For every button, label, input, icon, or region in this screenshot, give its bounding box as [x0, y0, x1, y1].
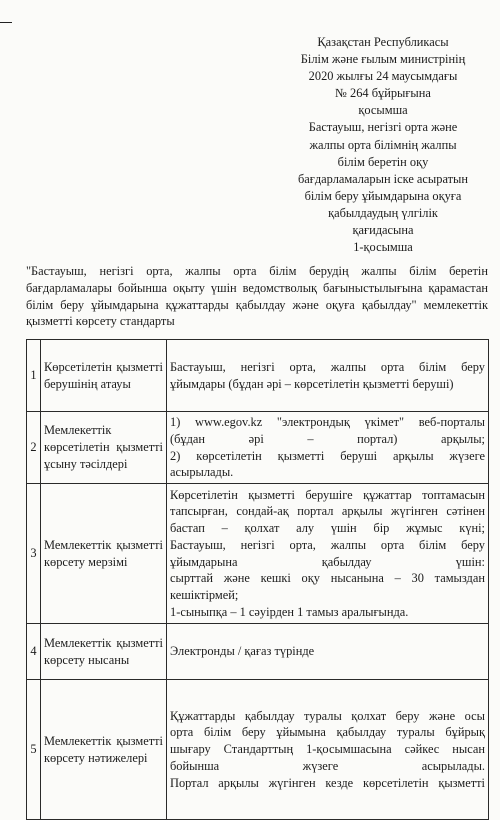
- value-line: Бастауыш, негізгі орта, жалпы орта білім беру: [170, 359, 485, 374]
- table-row: [27, 340, 489, 412]
- header-line: Қазақстан Республикасы: [317, 35, 449, 49]
- header-line: 1-қосымша: [353, 240, 413, 255]
- value-line: ұйымдарына қабылдау үшін:: [170, 554, 485, 569]
- value-line: кешіктірмей;: [170, 588, 239, 603]
- value-line: Құжаттарды қабылдау туралы қолхат беру және осы: [170, 708, 485, 723]
- row-number: 2: [27, 412, 41, 484]
- value-line: Портал арқылы жүгінген кезде көрсетілетін қызметті: [170, 775, 485, 790]
- value-line: бастап – қолхат алу үшін бір жұмыс күні;: [170, 521, 485, 536]
- row-label: Мемлекеттік көрсетілетін қызметті ұсыну тәсілдері: [41, 412, 167, 484]
- value-line: 1-сыныпқа – 1 сәуірден 1 тамыз аралығында.: [170, 605, 409, 620]
- standard-table: [26, 339, 489, 820]
- header-line: білім беру ұйымдарына оқуға: [304, 188, 462, 203]
- table-row: [27, 680, 489, 820]
- header-line: 2020 жылғы 24 маусымдағы: [308, 69, 458, 84]
- row-label: Мемлекеттік қызметті көрсету мерзімі: [41, 484, 167, 624]
- header-line: қағидасына: [352, 223, 414, 238]
- row-value: [167, 484, 489, 624]
- value-line: Электронды / қағаз түрінде: [170, 644, 315, 659]
- row-number: 4: [27, 624, 41, 680]
- header-line: № 264 бұйрығына: [335, 86, 431, 101]
- value-line: 2) көрсетілетін қызметті беруші арқылы жүзеге: [170, 448, 485, 463]
- value-line: 1) www.egov.kz "электрондық үкімет" веб-порталы: [170, 415, 485, 429]
- value-line: (бұдан әрі – портал) арқылы;: [170, 431, 485, 446]
- row-number: 5: [27, 680, 41, 820]
- row-number: 1: [27, 340, 41, 412]
- row-value: [167, 624, 489, 680]
- value-line: ұйымдары (бұдан әрі – көрсетілетін қызметті беруші): [170, 376, 454, 391]
- row-label: Мемлекеттік қызметті көрсету нәтижелері: [41, 680, 167, 820]
- row-value: [167, 680, 489, 820]
- table-row: [27, 624, 489, 680]
- value-line: Бастауыш, негізгі орта, жалпы орта білім беру: [170, 537, 485, 552]
- standard-title: "Бастауыш, негізгі орта, жалпы орта білім берудің жалпы білім беретін бағдарламалары бойынша оқыту үшін ведомстволық бағыныстылығына қарамастан білім беру ұйымдарына құжаттарды қабылдау және оқуға қабылдау" мемлекеттік қызметті көрсету стандарты: [26, 264, 488, 329]
- table-row: [27, 484, 489, 624]
- value-line: шығару Стандарттың 1-қосымшасына сәйкес нысан: [170, 742, 485, 757]
- header-line: жалпы орта білімнің жалпы: [309, 137, 457, 152]
- table-row: [27, 412, 489, 484]
- corner-mark: [0, 22, 12, 23]
- row-value: [167, 412, 489, 484]
- header-line: Білім және ғылым министрінің: [300, 52, 466, 67]
- value-line: тапсырған, сондай-ақ портал арқылы жүгінген сәтінен: [170, 504, 485, 519]
- value-line: бойынша жүзеге асырылады.: [170, 759, 485, 774]
- document-header: [278, 34, 488, 256]
- header-line: білім беретін оқу: [337, 154, 429, 169]
- row-value: [167, 340, 489, 412]
- header-line: бағдарламаларын іске асыратын: [297, 171, 469, 186]
- header-line: қосымша: [358, 103, 408, 118]
- row-number: 3: [27, 484, 41, 624]
- value-line: асырылады.: [170, 465, 234, 480]
- header-line: қабылдаудың үлгілік: [328, 205, 438, 220]
- row-label: Мемлекеттік қызметті көрсету нысаны: [41, 624, 167, 680]
- row-label: Көрсетілетін қызметті берушінің атауы: [41, 340, 167, 412]
- value-line: орта білім беру ұйымына қабылдау туралы бұйрық: [170, 725, 485, 740]
- header-line: Бастауыш, негізгі орта және: [308, 120, 458, 135]
- value-line: Көрсетілетін қызметті берушіге құжаттар топтамасын: [170, 487, 485, 502]
- value-line: сырттай және кешкі оқу нысанына – 30 тамыздан: [170, 571, 485, 586]
